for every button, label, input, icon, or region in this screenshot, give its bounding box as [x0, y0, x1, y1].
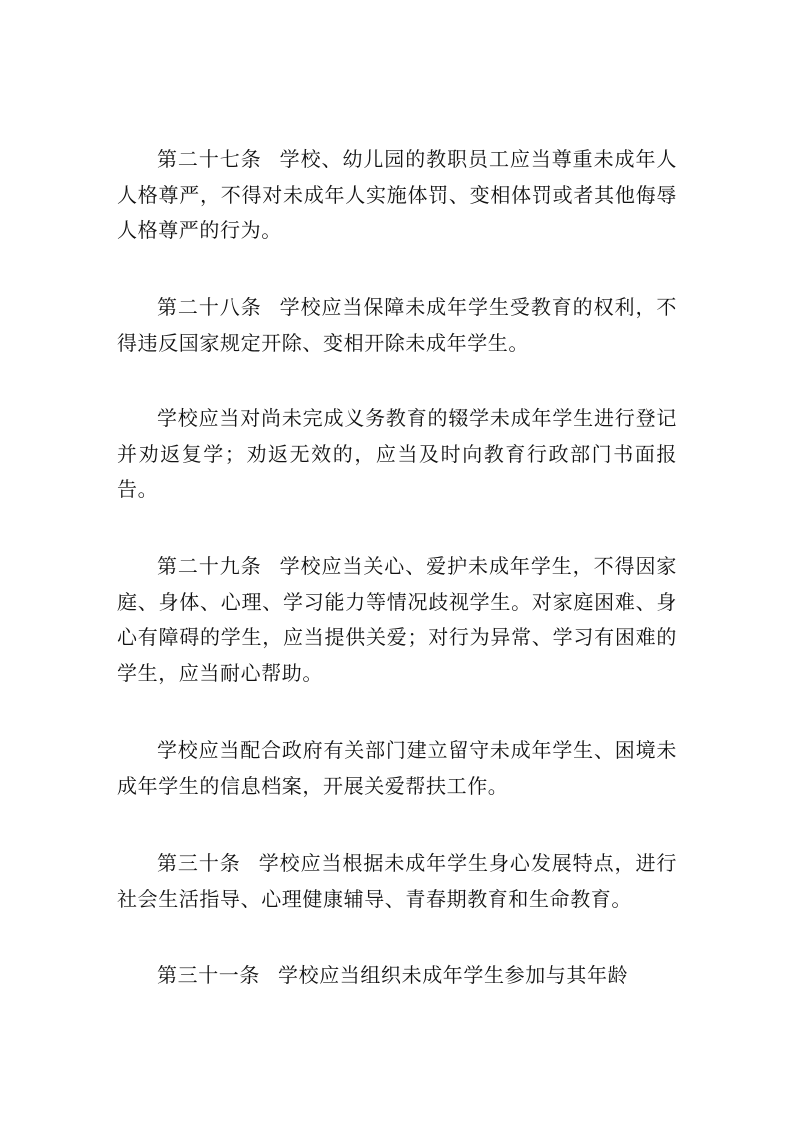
article-number: 第二十八条 — [157, 295, 262, 319]
paragraph-text: 学校应当保障未成年学生受教育的权利，不得违反国家规定开除、变相开除未成年学生。 — [117, 295, 677, 355]
paragraph-text: 学校应当组织未成年学生参加与其年龄 — [278, 963, 629, 987]
paragraph-text: 学校应当关心、爱护未成年学生，不得因家庭、身体、心理、学习能力等情况歧视学生。对家庭困难、身心有障碍的学生，应当提供关爱；对行为异常、学习有困难的学生，应当耐心帮助。 — [117, 554, 677, 685]
paragraph-article-28-clause-2 — [117, 401, 677, 508]
article-number: 第二十七条 — [157, 147, 262, 171]
article-number: 第三十条 — [157, 851, 241, 875]
article-number: 第三十一条 — [157, 963, 260, 987]
paragraph-article-29-clause-2 — [117, 733, 677, 804]
article-number: 第二十九条 — [157, 554, 262, 578]
paragraph-article-27 — [117, 142, 677, 249]
paragraph-text: 学校应当配合政府有关部门建立留守未成年学生、困境未成年学生的信息档案，开展关爱帮扶工作。 — [117, 738, 677, 798]
paragraph-article-30 — [117, 846, 677, 917]
paragraph-text: 学校应当对尚未完成义务教育的辍学未成年学生进行登记并劝返复学；劝返无效的，应当及时向教育行政部门书面报告。 — [117, 406, 677, 501]
paragraph-article-31 — [117, 958, 677, 994]
paragraph-article-29 — [117, 549, 677, 691]
paragraph-text: 学校应当根据未成年学生身心发展特点，进行社会生活指导、心理健康辅导、青春期教育和生命教育。 — [117, 851, 678, 911]
paragraph-text: 学校、幼儿园的教职员工应当尊重未成年人人格尊严，不得对未成年人实施体罚、变相体罚或者其他侮辱人格尊严的行为。 — [117, 147, 677, 242]
paragraph-article-28 — [117, 290, 677, 361]
